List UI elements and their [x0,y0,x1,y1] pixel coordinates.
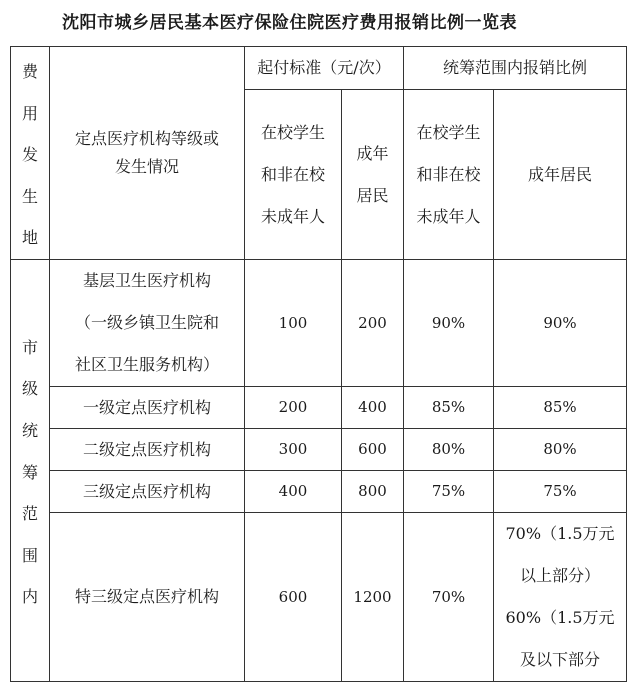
deductible-adults-cell: 200 [342,259,404,386]
rate-adults-cell: 75% [494,470,627,512]
page-title: 沈阳市城乡居民基本医疗保险住院医疗费用报销比例一览表 [62,13,517,33]
table-row [11,512,627,681]
reimbursement-students-header: 在校学生 和非在校 未成年人 [404,90,494,260]
location-header: 费 用 发 生 地 [11,47,50,260]
rate-students-cell: 85% [404,386,494,428]
institution-cell: 一级定点医疗机构 [50,386,245,428]
rate-adults-cell: 70%（1.5万元 以上部分） 60%（1.5万元 及以下部分 [494,512,627,681]
region-cell: 市 级 统 筹 范 围 内 [11,259,50,681]
table-row [11,428,627,470]
deductible-students-cell: 400 [245,470,342,512]
deductible-students-cell: 600 [245,512,342,681]
rate-adults-cell: 90% [494,259,627,386]
deductible-adults-cell: 600 [342,428,404,470]
deductible-students-cell: 300 [245,428,342,470]
rate-adults-cell: 85% [494,386,627,428]
deductible-adults-header: 成年 居民 [342,90,404,260]
institution-cell: 特三级定点医疗机构 [50,512,245,681]
table-row [11,259,627,386]
table-row [11,386,627,428]
deductible-header: 起付标准（元/次） [245,47,404,90]
deductible-students-cell: 100 [245,259,342,386]
deductible-adults-cell: 400 [342,386,404,428]
institution-cell: 三级定点医疗机构 [50,470,245,512]
institution-cell: 基层卫生医疗机构 （一级乡镇卫生院和 社区卫生服务机构） [50,259,245,386]
rate-students-cell: 90% [404,259,494,386]
rate-students-cell: 75% [404,470,494,512]
institution-cell: 二级定点医疗机构 [50,428,245,470]
reimbursement-table [10,46,627,682]
deductible-students-cell: 200 [245,386,342,428]
deductible-adults-cell: 800 [342,470,404,512]
rate-students-cell: 70% [404,512,494,681]
deductible-students-header: 在校学生 和非在校 未成年人 [245,90,342,260]
reimbursement-adults-header: 成年居民 [494,90,627,260]
table-row [11,470,627,512]
rate-students-cell: 80% [404,428,494,470]
reimbursement-header: 统筹范围内报销比例 [404,47,627,90]
institution-level-header: 定点医疗机构等级或 发生情况 [50,47,245,260]
rate-adults-cell: 80% [494,428,627,470]
deductible-adults-cell: 1200 [342,512,404,681]
